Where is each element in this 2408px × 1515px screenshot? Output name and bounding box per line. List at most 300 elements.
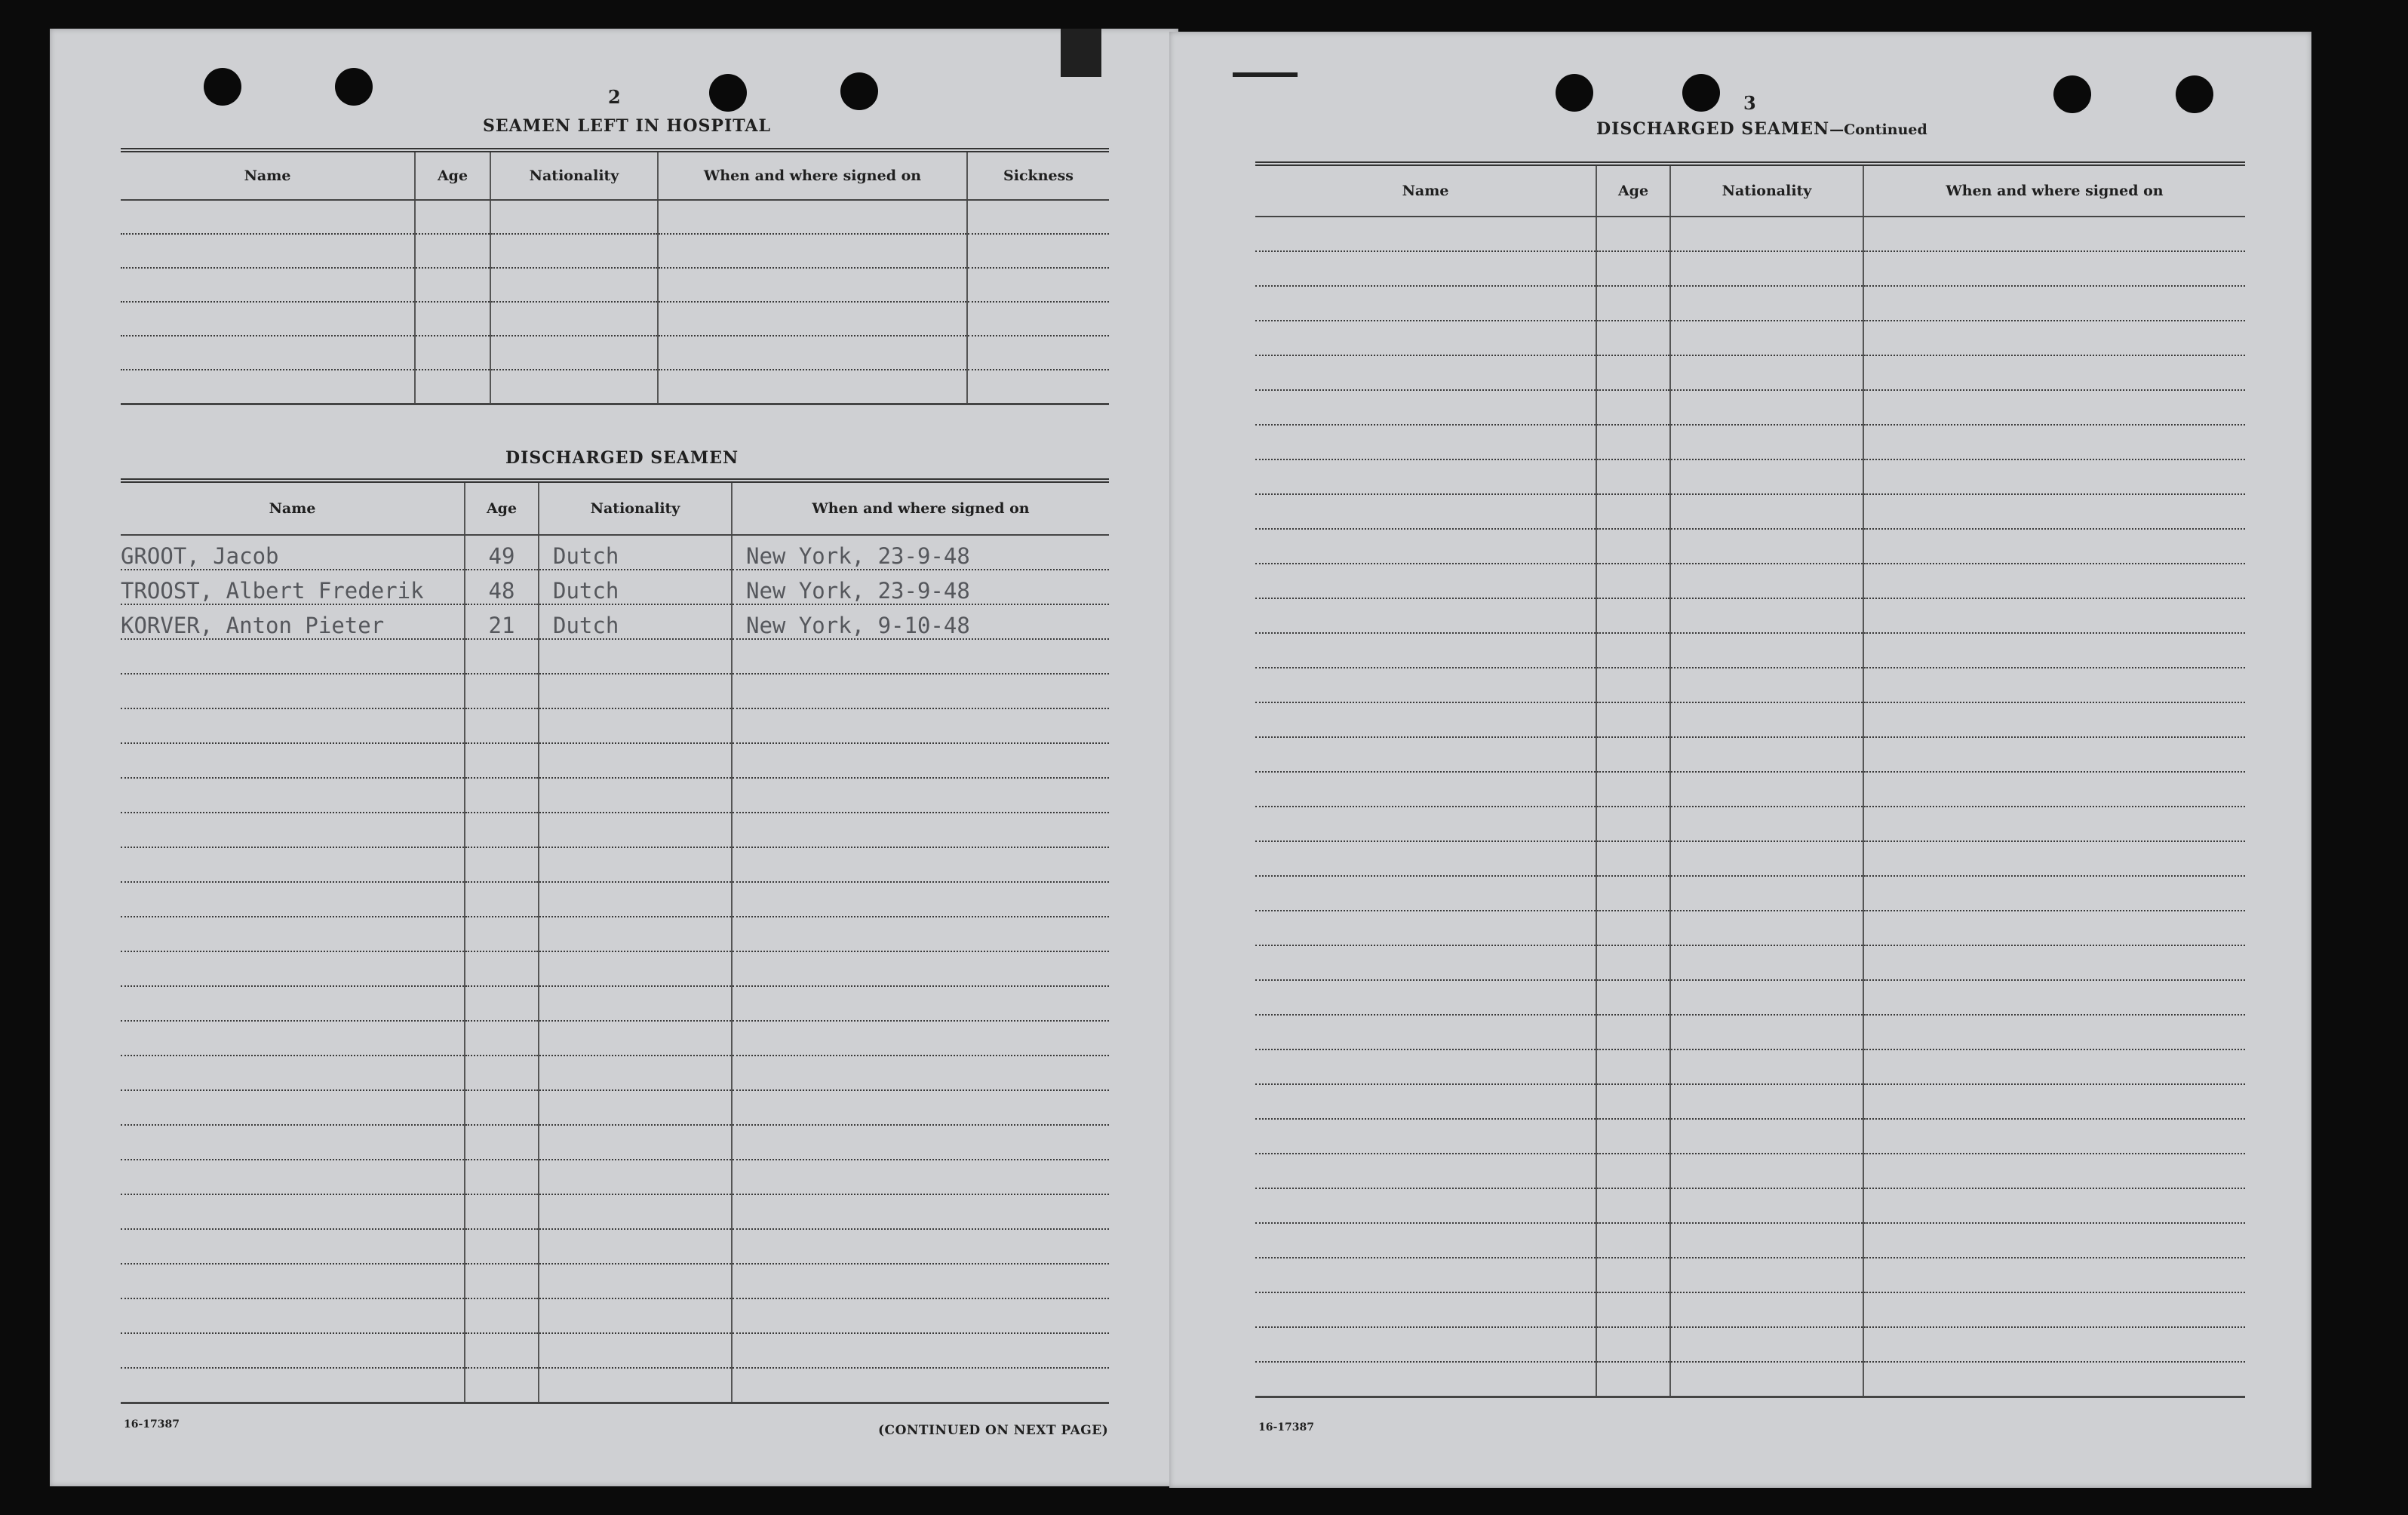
empty-cell <box>539 1160 732 1194</box>
empty-cell <box>1863 911 2245 945</box>
empty-cell <box>1670 598 1863 633</box>
empty-cell <box>1670 980 1863 1015</box>
empty-cell <box>121 778 465 813</box>
empty-cell <box>1255 1223 1596 1258</box>
empty-cell <box>121 882 465 917</box>
empty-cell <box>465 1021 539 1056</box>
empty-cell <box>1670 876 1863 911</box>
punch-hole <box>840 72 878 110</box>
column-header: Age <box>465 481 539 535</box>
empty-cell <box>1863 217 2245 251</box>
empty-cell <box>1255 1084 1596 1119</box>
empty-cell <box>1670 945 1863 980</box>
empty-cell <box>1596 876 1670 911</box>
empty-cell <box>539 1125 732 1160</box>
empty-cell <box>1863 251 2245 286</box>
empty-cell <box>1863 737 2245 772</box>
discharged-continued-table <box>1255 161 2245 1398</box>
empty-cell <box>732 1194 1109 1229</box>
empty-cell <box>1596 1188 1670 1223</box>
empty-cell <box>1596 911 1670 945</box>
discharged-section-title: DISCHARGED SEAMEN <box>505 448 739 468</box>
empty-cell <box>121 302 415 336</box>
empty-cell <box>1255 737 1596 772</box>
table-row <box>121 535 1109 570</box>
empty-cell <box>1863 633 2245 668</box>
empty-cell <box>1255 1292 1596 1327</box>
empty-cell <box>121 951 465 986</box>
discharged-table <box>121 478 1109 1404</box>
empty-cell <box>732 1368 1109 1403</box>
blank-table-row <box>121 1298 1109 1333</box>
empty-cell <box>121 917 465 951</box>
empty-cell <box>732 1298 1109 1333</box>
empty-cell <box>1863 1015 2245 1049</box>
ink-mark <box>1233 72 1298 77</box>
empty-cell <box>1863 321 2245 355</box>
empty-cell <box>1863 459 2245 494</box>
empty-cell <box>732 951 1109 986</box>
empty-cell <box>732 986 1109 1021</box>
blank-table-row <box>1255 1084 2245 1119</box>
blank-table-row <box>121 1056 1109 1090</box>
empty-cell <box>1670 1223 1863 1258</box>
empty-cell <box>1596 425 1670 459</box>
blank-table-row <box>121 1021 1109 1056</box>
blank-table-row <box>121 1090 1109 1125</box>
empty-cell <box>539 1298 732 1333</box>
form-number: 16-17387 <box>1258 1421 1314 1434</box>
empty-cell <box>1670 425 1863 459</box>
blank-table-row <box>1255 911 2245 945</box>
blank-table-row <box>121 743 1109 778</box>
empty-cell <box>490 234 658 268</box>
empty-cell <box>1670 286 1863 321</box>
empty-cell <box>539 743 732 778</box>
empty-cell <box>121 743 465 778</box>
empty-cell <box>1670 1084 1863 1119</box>
empty-cell <box>1255 529 1596 564</box>
empty-cell <box>1863 702 2245 737</box>
page-number: 3 <box>1743 92 1756 114</box>
empty-cell <box>1863 286 2245 321</box>
empty-cell <box>465 743 539 778</box>
empty-cell <box>1255 1154 1596 1188</box>
empty-cell <box>539 1090 732 1125</box>
empty-cell <box>1670 1327 1863 1362</box>
empty-cell <box>732 1160 1109 1194</box>
empty-cell <box>732 917 1109 951</box>
empty-cell <box>1596 841 1670 876</box>
empty-cell <box>1863 494 2245 529</box>
empty-cell <box>1596 459 1670 494</box>
empty-cell <box>539 882 732 917</box>
empty-cell <box>121 1264 465 1298</box>
empty-cell <box>1255 911 1596 945</box>
blank-table-row <box>121 951 1109 986</box>
empty-cell <box>1255 1362 1596 1397</box>
table-row <box>121 604 1109 639</box>
empty-cell <box>1596 217 1670 251</box>
empty-cell <box>1670 1119 1863 1154</box>
blank-table-row <box>1255 876 2245 911</box>
cell-age: 21 <box>465 604 539 639</box>
empty-cell <box>658 336 967 370</box>
empty-cell <box>1596 633 1670 668</box>
empty-cell <box>1863 945 2245 980</box>
empty-cell <box>967 268 1109 302</box>
empty-cell <box>465 1056 539 1090</box>
cell-signed-on: New York, 9-10-48 <box>732 604 1109 639</box>
column-header: Age <box>415 150 490 200</box>
empty-cell <box>539 1194 732 1229</box>
empty-cell <box>539 986 732 1021</box>
empty-cell <box>121 1021 465 1056</box>
empty-cell <box>1596 1049 1670 1084</box>
empty-cell <box>1596 390 1670 425</box>
empty-cell <box>1255 564 1596 598</box>
empty-cell <box>967 336 1109 370</box>
empty-cell <box>1596 1362 1670 1397</box>
empty-cell <box>1596 251 1670 286</box>
empty-cell <box>1863 876 2245 911</box>
empty-cell <box>658 268 967 302</box>
empty-cell <box>121 674 465 708</box>
empty-cell <box>415 200 490 234</box>
empty-cell <box>465 1125 539 1160</box>
empty-cell <box>465 1090 539 1125</box>
empty-cell <box>1670 737 1863 772</box>
empty-cell <box>1255 355 1596 390</box>
blank-table-row <box>1255 980 2245 1015</box>
empty-cell <box>1670 529 1863 564</box>
empty-cell <box>1863 980 2245 1015</box>
empty-cell <box>539 1056 732 1090</box>
empty-cell <box>967 370 1109 404</box>
blank-table-row <box>121 778 1109 813</box>
empty-cell <box>1670 1188 1863 1223</box>
cell-name: TROOST, Albert Frederik <box>121 570 465 604</box>
empty-cell <box>1863 1188 2245 1223</box>
empty-cell <box>1255 251 1596 286</box>
empty-cell <box>415 268 490 302</box>
empty-cell <box>732 743 1109 778</box>
right-page <box>1169 32 2311 1488</box>
blank-table-row <box>1255 702 2245 737</box>
empty-cell <box>1596 1327 1670 1362</box>
empty-cell <box>1255 390 1596 425</box>
empty-cell <box>539 1333 732 1368</box>
empty-cell <box>1596 1154 1670 1188</box>
blank-table-row <box>121 813 1109 847</box>
empty-cell <box>732 1229 1109 1264</box>
table-row <box>121 570 1109 604</box>
empty-cell <box>1863 598 2245 633</box>
empty-cell <box>1255 459 1596 494</box>
empty-cell <box>465 917 539 951</box>
blank-table-row <box>121 1194 1109 1229</box>
blank-table-row <box>1255 529 2245 564</box>
empty-cell <box>1670 564 1863 598</box>
empty-cell <box>1596 945 1670 980</box>
blank-table-row <box>1255 564 2245 598</box>
empty-cell <box>1255 876 1596 911</box>
empty-cell <box>539 708 732 743</box>
empty-cell <box>1863 841 2245 876</box>
empty-cell <box>1255 425 1596 459</box>
empty-cell <box>1255 1258 1596 1292</box>
empty-cell <box>1596 494 1670 529</box>
punch-hole <box>2176 75 2213 113</box>
continued-suffix: —Continued <box>1829 121 1927 138</box>
empty-cell <box>1863 1084 2245 1119</box>
empty-cell <box>1596 772 1670 807</box>
blank-table-row <box>1255 459 2245 494</box>
empty-cell <box>1596 286 1670 321</box>
empty-cell <box>1670 702 1863 737</box>
empty-cell <box>465 1298 539 1333</box>
blank-table-row <box>1255 1327 2245 1362</box>
empty-cell <box>1596 1119 1670 1154</box>
empty-cell <box>539 847 732 882</box>
cell-signed-on: New York, 23-9-48 <box>732 535 1109 570</box>
empty-cell <box>539 778 732 813</box>
empty-cell <box>1670 321 1863 355</box>
blank-table-row <box>121 917 1109 951</box>
column-header: Nationality <box>539 481 732 535</box>
punch-hole <box>1682 74 1720 112</box>
blank-table-row <box>121 1125 1109 1160</box>
blank-table-row <box>1255 1015 2245 1049</box>
empty-cell <box>539 1264 732 1298</box>
page-number: 2 <box>608 86 621 108</box>
blank-table-row <box>1255 321 2245 355</box>
empty-cell <box>465 708 539 743</box>
blank-table-row <box>121 268 1109 302</box>
empty-cell <box>1596 355 1670 390</box>
blank-table-row <box>1255 668 2245 702</box>
empty-cell <box>1255 1327 1596 1362</box>
blank-table-row <box>121 336 1109 370</box>
blank-table-row <box>1255 1258 2245 1292</box>
column-header: Name <box>121 150 415 200</box>
discharged-continued-title <box>1596 119 1927 139</box>
form-number: 16-17387 <box>124 1418 180 1430</box>
empty-cell <box>415 234 490 268</box>
empty-cell <box>1255 945 1596 980</box>
punch-hole <box>335 68 373 106</box>
empty-cell <box>465 986 539 1021</box>
empty-cell <box>1670 1362 1863 1397</box>
empty-cell <box>1863 425 2245 459</box>
empty-cell <box>1596 980 1670 1015</box>
cell-age: 48 <box>465 570 539 604</box>
empty-cell <box>1596 1258 1670 1292</box>
empty-cell <box>1255 494 1596 529</box>
empty-cell <box>539 1368 732 1403</box>
empty-cell <box>465 639 539 674</box>
blank-table-row <box>1255 494 2245 529</box>
blank-table-row <box>121 674 1109 708</box>
empty-cell <box>1255 841 1596 876</box>
column-header: Sickness <box>967 150 1109 200</box>
blank-table-row <box>1255 355 2245 390</box>
empty-cell <box>1670 355 1863 390</box>
empty-cell <box>465 1264 539 1298</box>
blank-table-row <box>1255 1188 2245 1223</box>
empty-cell <box>1670 1049 1863 1084</box>
empty-cell <box>1863 529 2245 564</box>
blank-table-row <box>1255 598 2245 633</box>
empty-cell <box>415 370 490 404</box>
blank-table-row <box>1255 251 2245 286</box>
empty-cell <box>415 302 490 336</box>
punch-hole <box>709 74 747 112</box>
empty-cell <box>1255 772 1596 807</box>
empty-cell <box>121 986 465 1021</box>
empty-cell <box>539 917 732 951</box>
cell-name: KORVER, Anton Pieter <box>121 604 465 639</box>
blank-table-row <box>121 234 1109 268</box>
empty-cell <box>1670 772 1863 807</box>
empty-cell <box>732 847 1109 882</box>
blank-table-row <box>121 1229 1109 1264</box>
empty-cell <box>1670 668 1863 702</box>
empty-cell <box>1863 1292 2245 1327</box>
empty-cell <box>967 302 1109 336</box>
column-header: Name <box>121 481 465 535</box>
empty-cell <box>1670 841 1863 876</box>
empty-cell <box>1255 1188 1596 1223</box>
empty-cell <box>121 200 415 234</box>
empty-cell <box>1863 772 2245 807</box>
empty-cell <box>1596 702 1670 737</box>
empty-cell <box>1670 459 1863 494</box>
punch-hole <box>2053 75 2091 113</box>
empty-cell <box>465 674 539 708</box>
column-header: Nationality <box>1670 164 1863 217</box>
left-page <box>50 29 1178 1486</box>
blank-table-row <box>121 1333 1109 1368</box>
empty-cell <box>1670 251 1863 286</box>
empty-cell <box>1863 355 2245 390</box>
empty-cell <box>490 200 658 234</box>
empty-cell <box>1863 564 2245 598</box>
empty-cell <box>121 370 415 404</box>
empty-cell <box>539 813 732 847</box>
blank-table-row <box>121 1160 1109 1194</box>
empty-cell <box>1255 807 1596 841</box>
empty-cell <box>732 1021 1109 1056</box>
blank-table-row <box>1255 1049 2245 1084</box>
blank-table-row <box>1255 1362 2245 1397</box>
empty-cell <box>465 1194 539 1229</box>
blank-table-row <box>121 639 1109 674</box>
column-header: When and where signed on <box>732 481 1109 535</box>
empty-cell <box>1670 390 1863 425</box>
empty-cell <box>539 674 732 708</box>
continued-note: (CONTINUED ON NEXT PAGE) <box>878 1423 1109 1438</box>
empty-cell <box>658 370 967 404</box>
blank-table-row <box>121 1368 1109 1403</box>
blank-table-row <box>1255 286 2245 321</box>
blank-table-row <box>121 302 1109 336</box>
empty-cell <box>1670 1015 1863 1049</box>
empty-cell <box>465 882 539 917</box>
empty-cell <box>732 708 1109 743</box>
empty-cell <box>465 1368 539 1403</box>
empty-cell <box>1670 1154 1863 1188</box>
empty-cell <box>1670 494 1863 529</box>
empty-cell <box>1863 1119 2245 1154</box>
empty-cell <box>1255 668 1596 702</box>
empty-cell <box>1863 668 2245 702</box>
empty-cell <box>539 1229 732 1264</box>
empty-cell <box>1596 807 1670 841</box>
empty-cell <box>1863 1258 2245 1292</box>
blank-table-row <box>1255 633 2245 668</box>
empty-cell <box>121 1090 465 1125</box>
empty-cell <box>121 268 415 302</box>
blank-table-row <box>1255 390 2245 425</box>
empty-cell <box>465 847 539 882</box>
blank-table-row <box>121 200 1109 234</box>
empty-cell <box>490 370 658 404</box>
empty-cell <box>1596 564 1670 598</box>
empty-cell <box>732 674 1109 708</box>
cell-nationality: Dutch <box>539 604 732 639</box>
empty-cell <box>732 1090 1109 1125</box>
hospital-table <box>121 148 1109 405</box>
column-header: Name <box>1255 164 1596 217</box>
blank-table-row <box>121 882 1109 917</box>
empty-cell <box>1670 217 1863 251</box>
empty-cell <box>1596 668 1670 702</box>
empty-cell <box>1255 633 1596 668</box>
empty-cell <box>1863 1049 2245 1084</box>
discharged-continued-title-text: DISCHARGED SEAMEN <box>1596 119 1830 139</box>
empty-cell <box>1596 529 1670 564</box>
empty-cell <box>465 1333 539 1368</box>
empty-cell <box>121 336 415 370</box>
empty-cell <box>1670 1258 1863 1292</box>
continued-table-body <box>1255 217 2245 1397</box>
empty-cell <box>121 234 415 268</box>
empty-cell <box>1596 321 1670 355</box>
empty-cell <box>490 336 658 370</box>
empty-cell <box>1596 737 1670 772</box>
hospital-table-body <box>121 200 1109 404</box>
empty-cell <box>539 639 732 674</box>
empty-cell <box>1863 1327 2245 1362</box>
empty-cell <box>967 234 1109 268</box>
blank-table-row <box>121 847 1109 882</box>
empty-cell <box>1255 1049 1596 1084</box>
blank-table-row <box>1255 772 2245 807</box>
empty-cell <box>121 1368 465 1403</box>
empty-cell <box>658 302 967 336</box>
empty-cell <box>1255 598 1596 633</box>
empty-cell <box>1863 1154 2245 1188</box>
empty-cell <box>1670 1292 1863 1327</box>
empty-cell <box>1863 1362 2245 1397</box>
punch-hole <box>204 68 241 106</box>
blank-table-row <box>1255 1119 2245 1154</box>
empty-cell <box>490 302 658 336</box>
empty-cell <box>1255 286 1596 321</box>
binding-clip <box>1061 29 1101 77</box>
empty-cell <box>732 778 1109 813</box>
